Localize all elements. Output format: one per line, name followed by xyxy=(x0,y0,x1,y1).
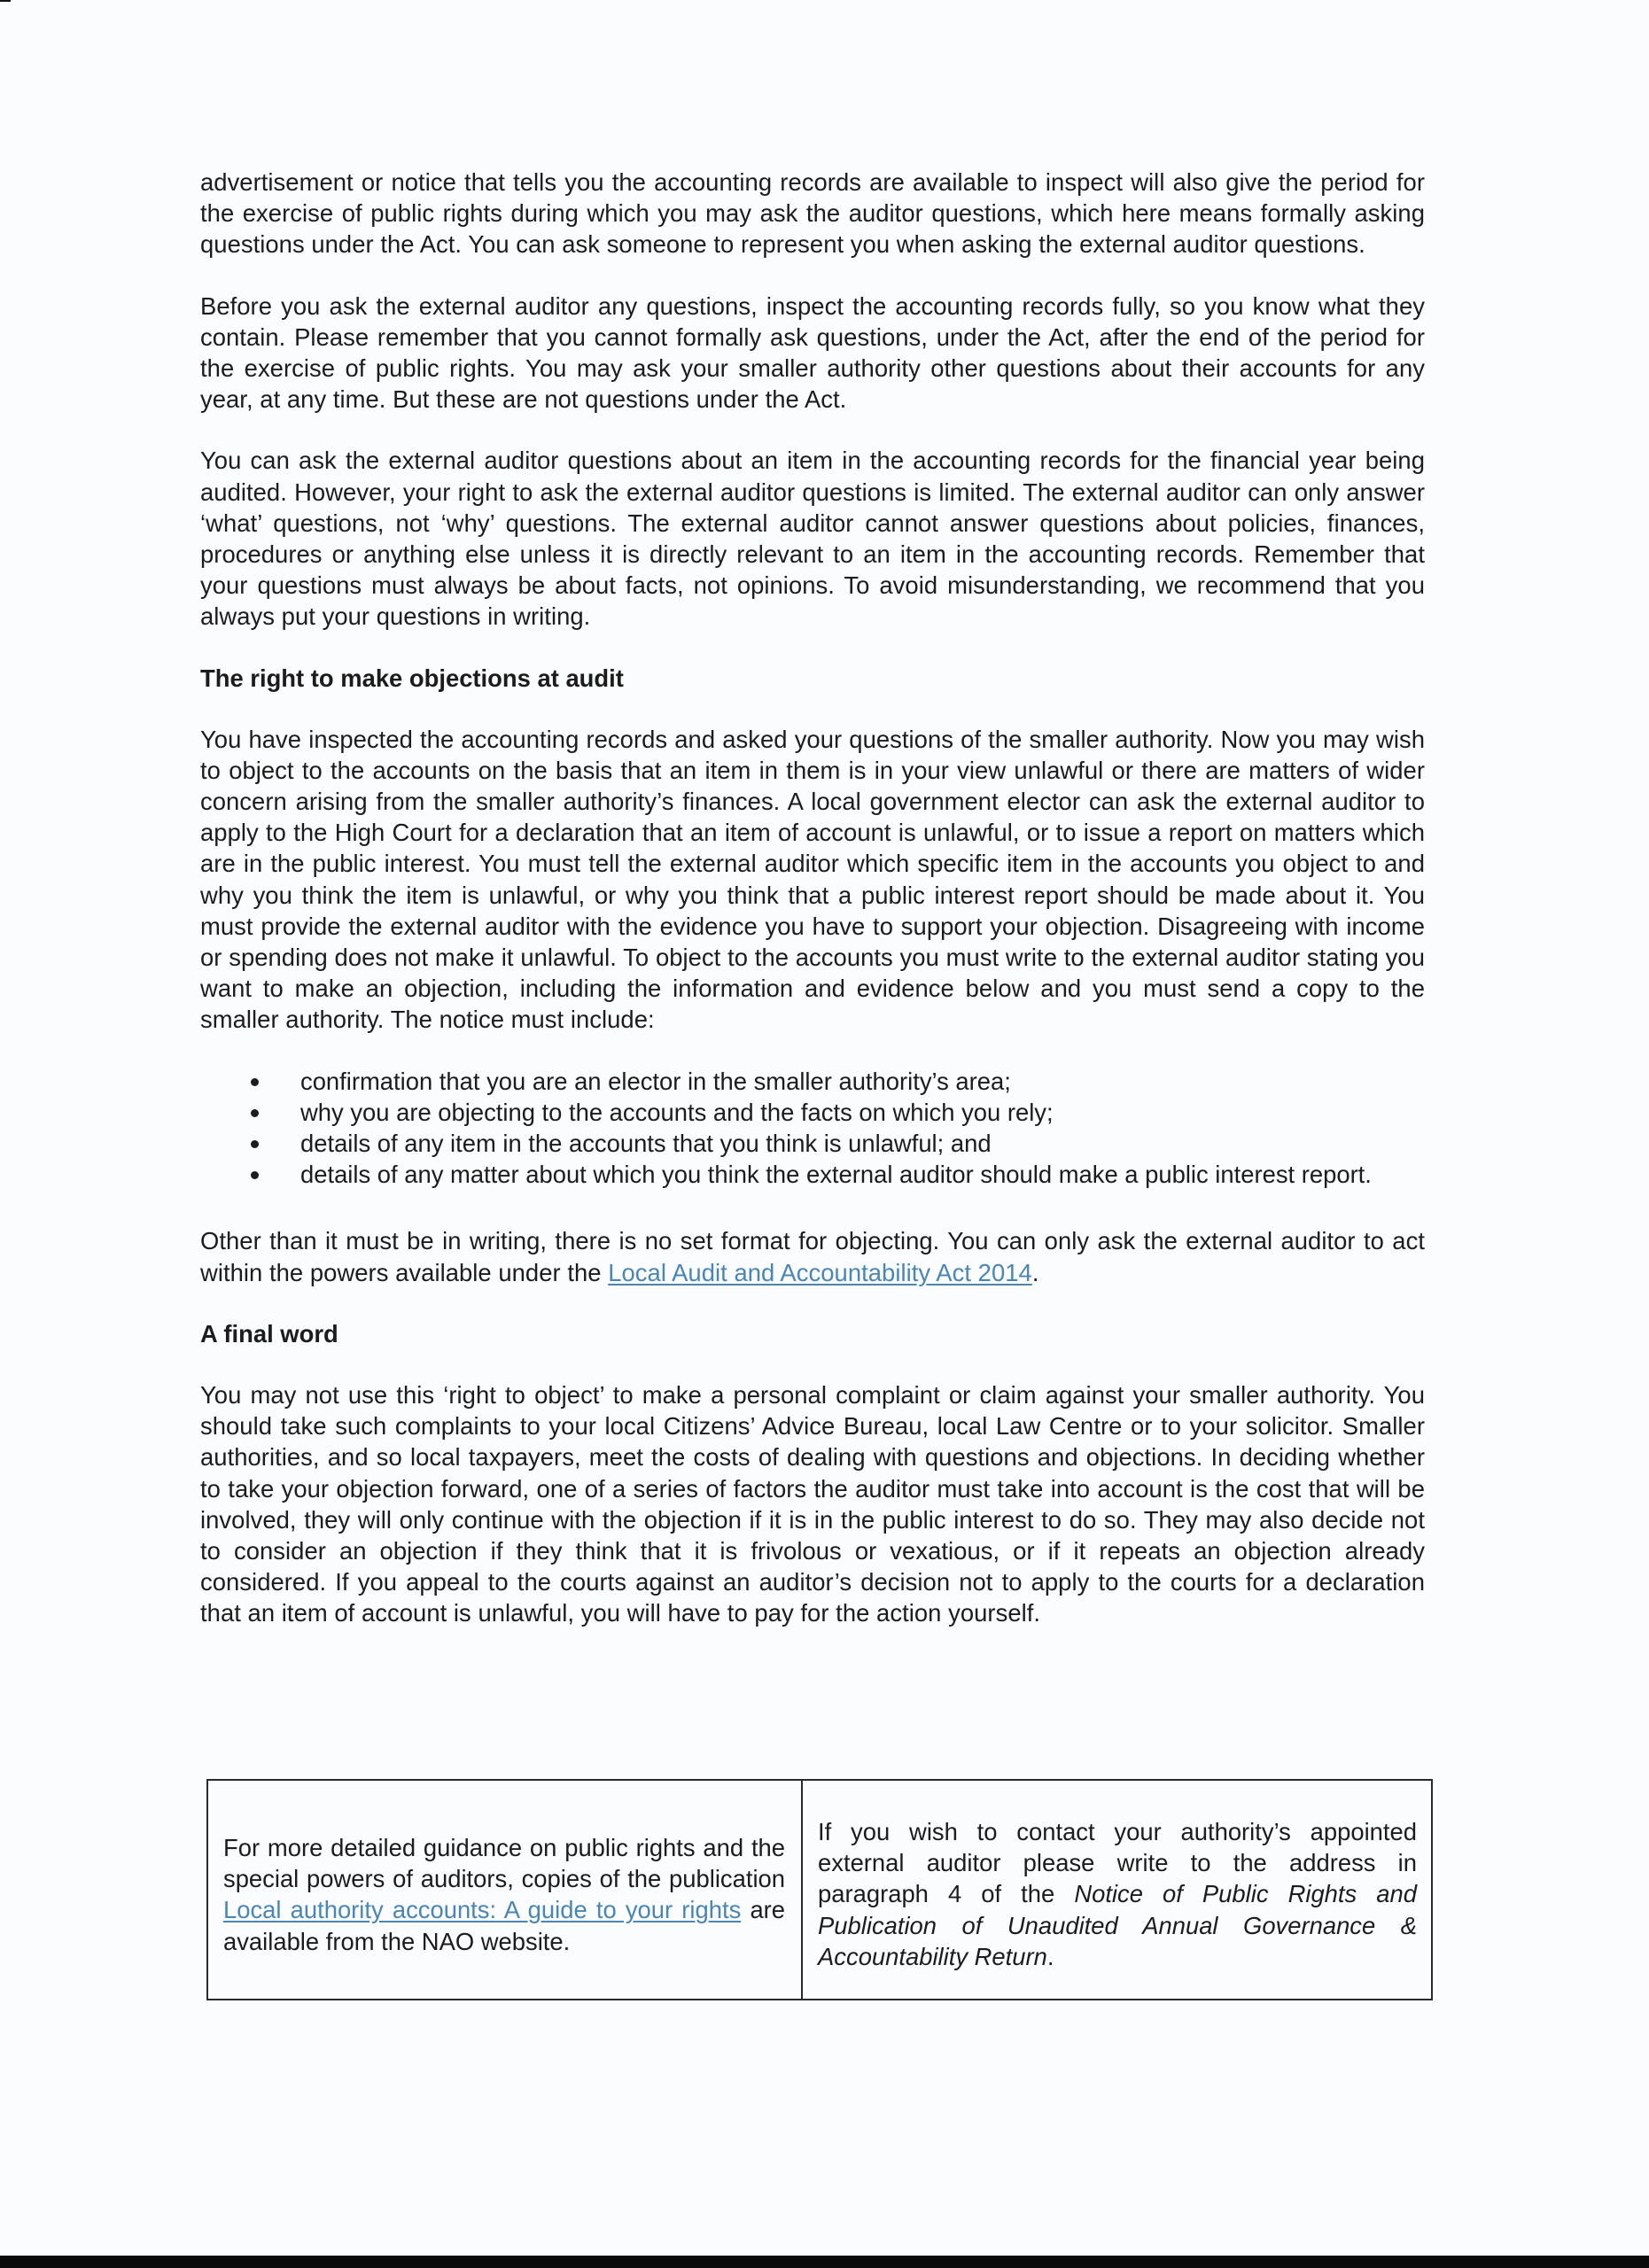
list-item xyxy=(300,1097,1425,1128)
contact-text: If you wish to contact your authority’s appointed external auditor please write to the address in paragraph 4 of the xyxy=(818,1818,1417,1908)
act-2014-link[interactable]: Local Audit and Accountability Act 2014 xyxy=(608,1258,1032,1286)
heading-final-word: A final word xyxy=(200,1319,338,1348)
list-item-text: details of any matter about which you think the external auditor should make a public interest report. xyxy=(300,1161,1372,1189)
paragraph-question-limits: You can ask the external auditor questions about an item in the accounting records for the financial year being audited. However, your right to ask the external auditor questions is limited. The external auditor can only answer ‘what’ questions, not ‘why’ questions. The external auditor cannot answer questions about policies, finances, procedures or anything else unless it is directly relevant to an item in the accounting records. Remember that your questions must always be about facts, not opinions. To avoid misunderstanding, we recommend that you always put your questions in writing. xyxy=(200,447,1425,631)
scan-bottom-edge xyxy=(0,2256,1649,2268)
guide-to-rights-link[interactable]: Local authority accounts: A guide to your rights xyxy=(223,1896,742,1924)
contact-cell xyxy=(803,1781,1431,1999)
list-item-text: confirmation that you are an elector in the smaller authority’s area; xyxy=(300,1067,1011,1095)
list-item xyxy=(300,1066,1425,1097)
paragraph-objection-format xyxy=(200,1225,1425,1287)
paragraph-inspection-notice: advertisement or notice that tells you the accounting records are available to inspect will also give the period for the exercise of public rights during which you may ask the auditor questions, which here means formally asking questions under the Act. You can ask someone to represent you when asking the external auditor questions. xyxy=(200,168,1425,259)
objection-format-end: . xyxy=(1031,1258,1039,1286)
objection-format-text: Other than it must be in writing, there is no set format for objecting. You can only ask the external auditor to act within the powers available under the xyxy=(200,1227,1425,1286)
scan-corner-mark xyxy=(0,0,11,2)
paragraph-before-asking: Before you ask the external auditor any questions, inspect the accounting records fully, so you know what they contain. Please remember that you cannot formally ask questions, under the Act, after the end of the period for the exercise of public rights. You may ask your smaller authority other questions about their accounts for any year, at any time. But these are not questions under the Act. xyxy=(200,291,1425,414)
notice-title: Notice of Public Rights and Publication of Unaudited Annual Governance & Accountability Return xyxy=(818,1880,1417,1970)
heading-objections: The right to make objections at audit xyxy=(200,664,624,692)
guidance-cell xyxy=(208,1781,803,1999)
list-item-text: details of any item in the accounts that you think is unlawful; and xyxy=(300,1130,992,1158)
list-item xyxy=(300,1128,1425,1159)
list-item-text: why you are objecting to the accounts and the facts on which you rely; xyxy=(300,1098,1054,1126)
bullet-icon xyxy=(251,1171,259,1179)
notice-requirements-list xyxy=(200,1066,1425,1191)
bullet-icon xyxy=(251,1078,259,1086)
guidance-text-end: are available from the NAO website. xyxy=(223,1896,786,1955)
bullet-icon xyxy=(251,1109,259,1117)
bullet-icon xyxy=(251,1140,259,1148)
document-body xyxy=(200,167,1425,1659)
guidance-contact-box xyxy=(206,1779,1433,2000)
paragraph-final-word: You may not use this ‘right to object’ to make a personal complaint or claim against your smaller authority. You should take such complaints to your local Citizens’ Advice Bureau, local Law Centre or to your solicitor. Smaller authorities, and so local taxpayers, meet the costs of dealing with questions and objections. In deciding whether to take your objection forward, one of a series of factors the auditor must take into account is the cost that will be involved, they will only continue with the objection if it is in the public interest to do so. They may also decide not to consider an objection if they think that it is frivolous or vexatious, or if it repeats an objection already considered. If you appeal to the courts against an auditor’s decision not to apply to the courts for a declaration that an item of account is unlawful, you will have to pay for the action yourself. xyxy=(200,1380,1425,1627)
guidance-text: For more detailed guidance on public rights and the special powers of auditors, copies of the publication xyxy=(223,1834,786,1893)
contact-text-end: . xyxy=(1046,1942,1054,1970)
paragraph-objections: You have inspected the accounting records and asked your questions of the smaller authority. Now you may wish to object to the accounts on the basis that an item in them is in your view unlawful or there are matters of wider concern arising from the smaller authority’s finances. A local government elector can ask the external auditor to apply to the High Court for a declaration that an item of account is unlawful, or to issue a report on matters which are in the public interest. You must tell the external auditor which specific item in the accounts you object to and why you think the item is unlawful, or why you think that a public interest report should be made about it. You must provide the external auditor with the evidence you have to support your objection. Disagreeing with income or spending does not make it unlawful. To object to the accounts you must write to the external auditor stating you want to make an objection, including the information and evidence below and you must send a copy to the smaller authority. The notice must include: xyxy=(200,725,1425,1034)
list-item xyxy=(300,1159,1425,1190)
